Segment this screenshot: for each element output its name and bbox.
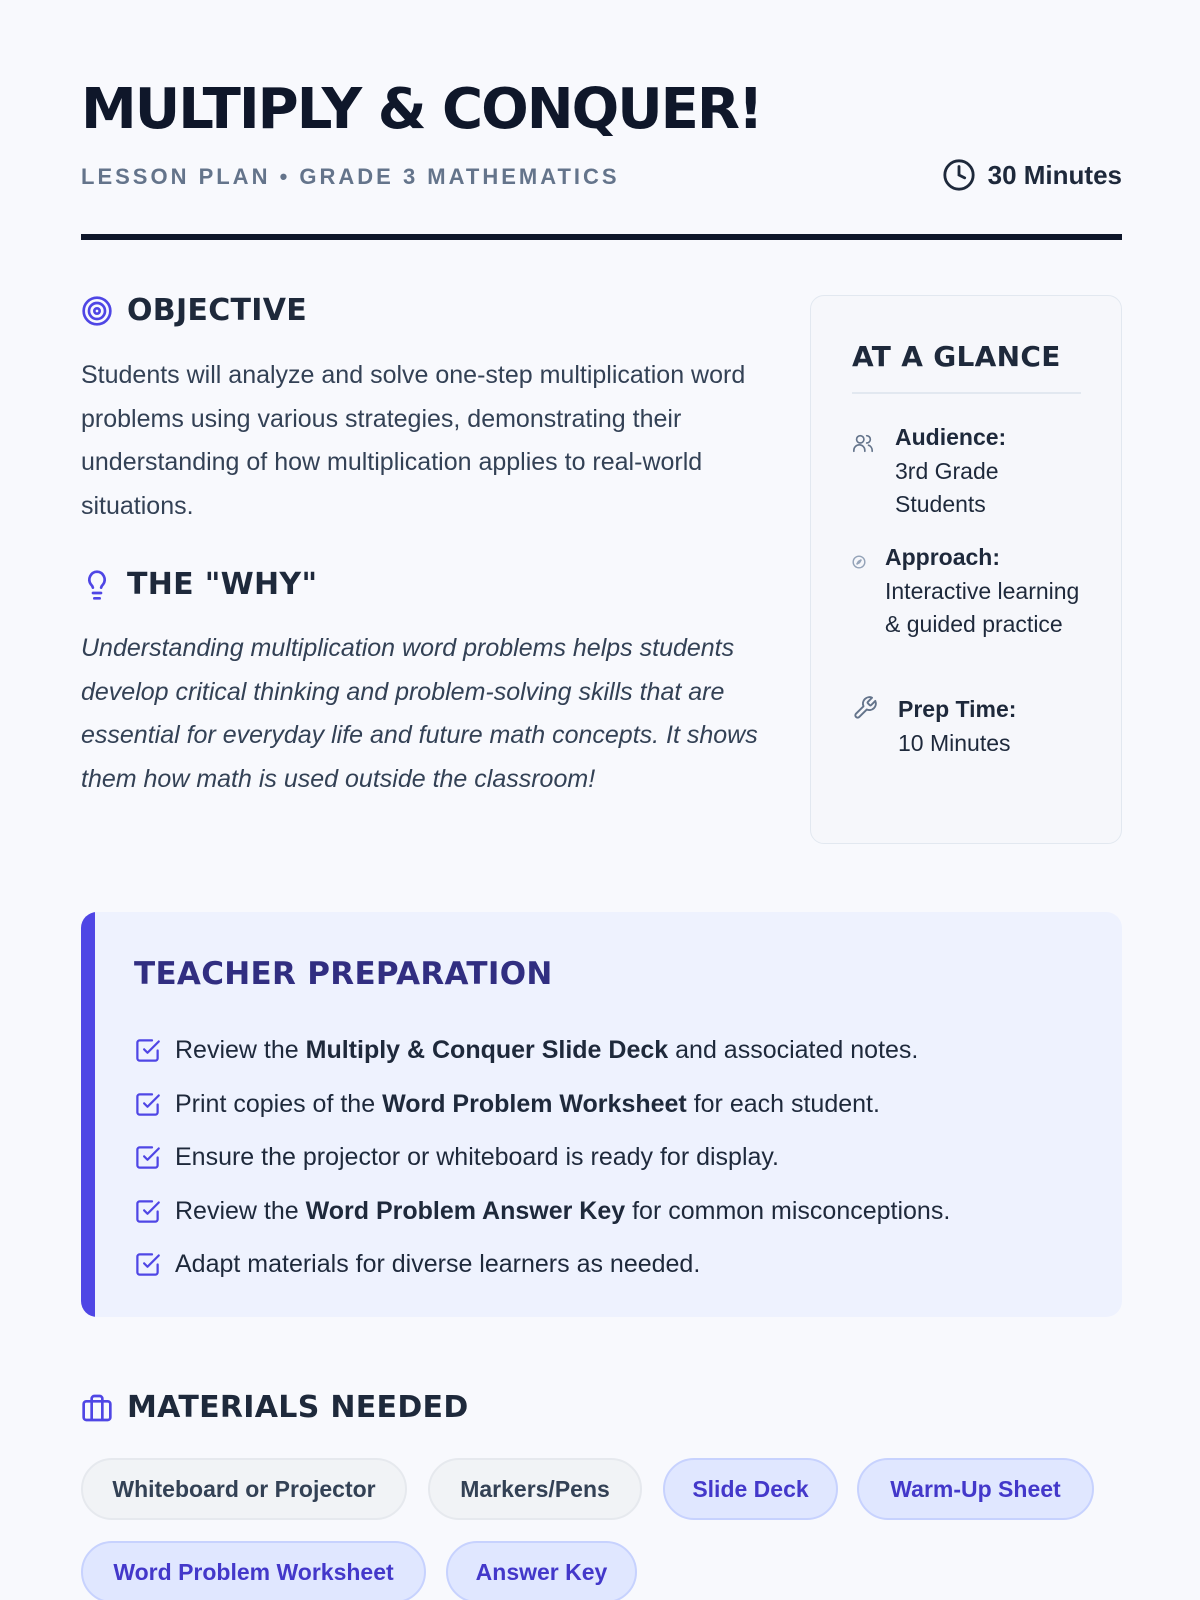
objective-text: Students will analyze and solve one-step multiplication word problems using various strategies, demonstrating their understanding of how multiplication applies to real-world situations.: [81, 361, 746, 520]
glance-item-approach: [885, 541, 1100, 642]
checkbox-checked-icon: [134, 1091, 161, 1118]
checkbox-checked-icon: [134, 1251, 161, 1278]
glance-item-prep-time: [898, 693, 1088, 760]
duration-text: 30 Minutes: [987, 159, 1122, 190]
users-icon: [852, 432, 874, 454]
checkbox-checked-icon: [134, 1144, 161, 1171]
header-divider: [81, 234, 1122, 240]
glance-item-audience: [895, 421, 1055, 522]
glance-title: AT A GLANCE: [852, 340, 1061, 373]
compass-icon: [852, 555, 866, 569]
prep-checklist: [134, 1024, 950, 1292]
material-chip-markers[interactable]: Markers/Pens: [428, 1458, 642, 1520]
target-icon: [81, 295, 113, 327]
glance-divider: [852, 392, 1081, 394]
glance-value-audience: 3rd Grade Students: [895, 457, 999, 517]
checkbox-checked-icon: [134, 1037, 161, 1064]
material-chip-warm-up-sheet[interactable]: Warm-Up Sheet: [857, 1458, 1094, 1520]
objective-title: OBJECTIVE: [127, 293, 308, 328]
page-subtitle: LESSON PLAN • GRADE 3 MATHEMATICS: [81, 164, 620, 189]
checkbox-checked-icon: [134, 1198, 161, 1225]
materials-header: [81, 1390, 469, 1425]
prep-item: [134, 1078, 950, 1132]
lightbulb-icon: [81, 569, 113, 601]
materials-title: MATERIALS NEEDED: [127, 1390, 469, 1425]
prep-item: [134, 1238, 950, 1292]
glance-label-prep-time: Prep Time:: [898, 696, 1017, 722]
why-title: THE "WHY": [127, 567, 318, 602]
material-chip-worksheet[interactable]: Word Problem Worksheet: [81, 1541, 426, 1600]
clock-icon: [942, 158, 976, 192]
material-chip-whiteboard[interactable]: Whiteboard or Projector: [81, 1458, 407, 1520]
why-header: [81, 567, 317, 602]
why-text: Understanding multiplication word problems helps students develop critical thinking and problem-solving skills that are essential for everyday life and future math concepts. It shows them how math is used outside the classroom!: [81, 634, 758, 793]
prep-item-text: Ensure the projector or whiteboard is ready for display.: [175, 1143, 780, 1172]
prep-item: [134, 1131, 950, 1185]
material-chip-slide-deck[interactable]: Slide Deck: [663, 1458, 838, 1520]
glance-value-prep-time: 10 Minutes: [898, 729, 1011, 756]
prep-item-text: Review the Word Problem Answer Key for common misconceptions.: [175, 1196, 951, 1225]
briefcase-icon: [81, 1392, 113, 1424]
prep-title: TEACHER PREPARATION: [134, 956, 553, 992]
at-a-glance-card: [810, 295, 1122, 844]
glance-value-approach: Interactive learning & guided practice: [885, 577, 1080, 637]
duration-badge: [942, 158, 1122, 192]
prep-accent-bar: [81, 912, 95, 1317]
wrench-icon: [852, 695, 878, 721]
prep-item-text: Adapt materials for diverse learners as needed.: [175, 1250, 701, 1279]
glance-label-audience: Audience:: [895, 424, 1007, 450]
objective-header: [81, 293, 307, 328]
prep-item-text: Print copies of the Word Problem Worksheet for each student.: [175, 1089, 880, 1118]
glance-label-approach: Approach:: [885, 544, 1000, 570]
prep-item: [134, 1185, 950, 1239]
material-chip-answer-key[interactable]: Answer Key: [446, 1541, 637, 1600]
prep-item-text: Review the Multiply & Conquer Slide Deck and associated notes.: [175, 1036, 919, 1065]
teacher-preparation-panel: [81, 912, 1122, 1317]
page-title: MULTIPLY & CONQUER!: [81, 77, 762, 142]
prep-item: [134, 1024, 950, 1078]
lesson-plan-page: [81, 0, 1122, 1600]
